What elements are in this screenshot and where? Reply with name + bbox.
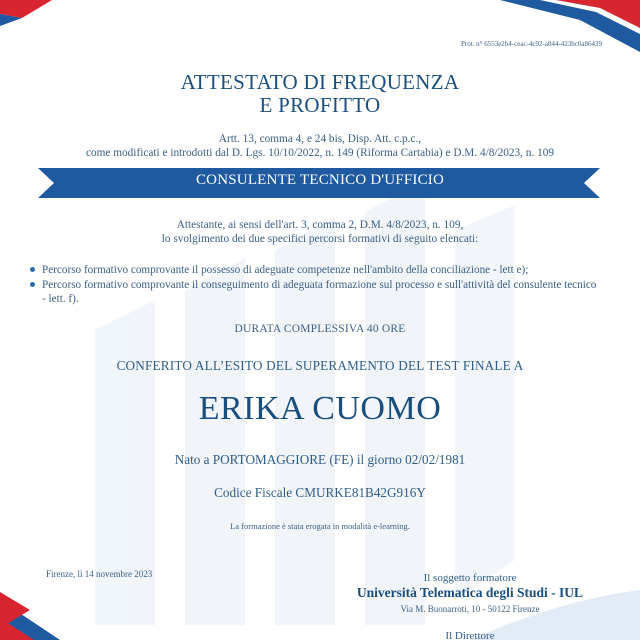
top-left-red-stripe: [0, 0, 52, 18]
legal-references-line1: Artt. 13, comma 4, e 24 bis, Disp. Att. c.p.c.,: [218, 133, 422, 145]
recipient-name: ERIKA CUOMO: [198, 390, 442, 427]
bullet-icon: [30, 267, 35, 272]
training-mode: La formazione è stata erogata in modalità e-learning.: [230, 521, 410, 531]
conferred-statement: CONFERITO ALL’ESITO DEL SUPERAMENTO DEL TEST FINALE A: [116, 358, 524, 373]
tax-code: Codice Fiscale CMURKE81B42G916Y: [214, 485, 426, 500]
list-item: [30, 263, 600, 277]
courses-list: [30, 263, 600, 307]
ribbon-title: CONSULENTE TECNICO D'UFFICIO: [195, 172, 445, 188]
university-name: Università Telematica degli Studi - IUL: [356, 585, 584, 600]
trainer-label: Il soggetto formatore: [423, 572, 517, 584]
legal-references: [0, 132, 640, 160]
protocol-number: Prot. n° 6553e2b4-ceac-4c92-a844-423bc0a86439: [460, 40, 602, 48]
list-item: [30, 278, 600, 306]
course-text: Percorso formativo comprovante il conseguimento di adeguata formazione sul processo e sull'attività del consulente tecnico - lett. f).: [42, 279, 597, 305]
director-label: Il Direttore: [445, 630, 495, 642]
place-date: Firenze, lì 14 novembre 2023: [46, 569, 153, 579]
course-duration: DURATA COMPLESSIVA 40 ORE: [234, 323, 406, 335]
attestation-line1: Attestante, ai sensi dell'art. 3, comma 2, D.M. 4/8/2023, n. 109,: [176, 219, 464, 231]
attestation-line2: lo svolgimento dei due specifici percorsi formativi di seguito elencati:: [161, 233, 479, 245]
certificate-title: ATTESTATO DI FREQUENZA: [180, 70, 460, 94]
birth-info: Nato a PORTOMAGGIORE (FE) il giorno 02/02/1981: [174, 452, 466, 467]
certificate-title-line2: E PROFITTO: [259, 93, 381, 117]
course-text: Percorso formativo comprovante il possesso di adeguate competenze nell'ambito della conciliazione - lett e);: [42, 264, 529, 276]
attestation-text: [0, 218, 640, 246]
university-address: Via M. Buonarroti, 10 - 50122 Firenze: [400, 604, 540, 614]
legal-references-line2: come modificati e introdotti dal D. Lgs. 10/10/2022, n. 149 (Riforma Cartabia) e D.M. 4/8/2023, n. 109: [85, 147, 555, 159]
bullet-icon: [30, 282, 35, 287]
